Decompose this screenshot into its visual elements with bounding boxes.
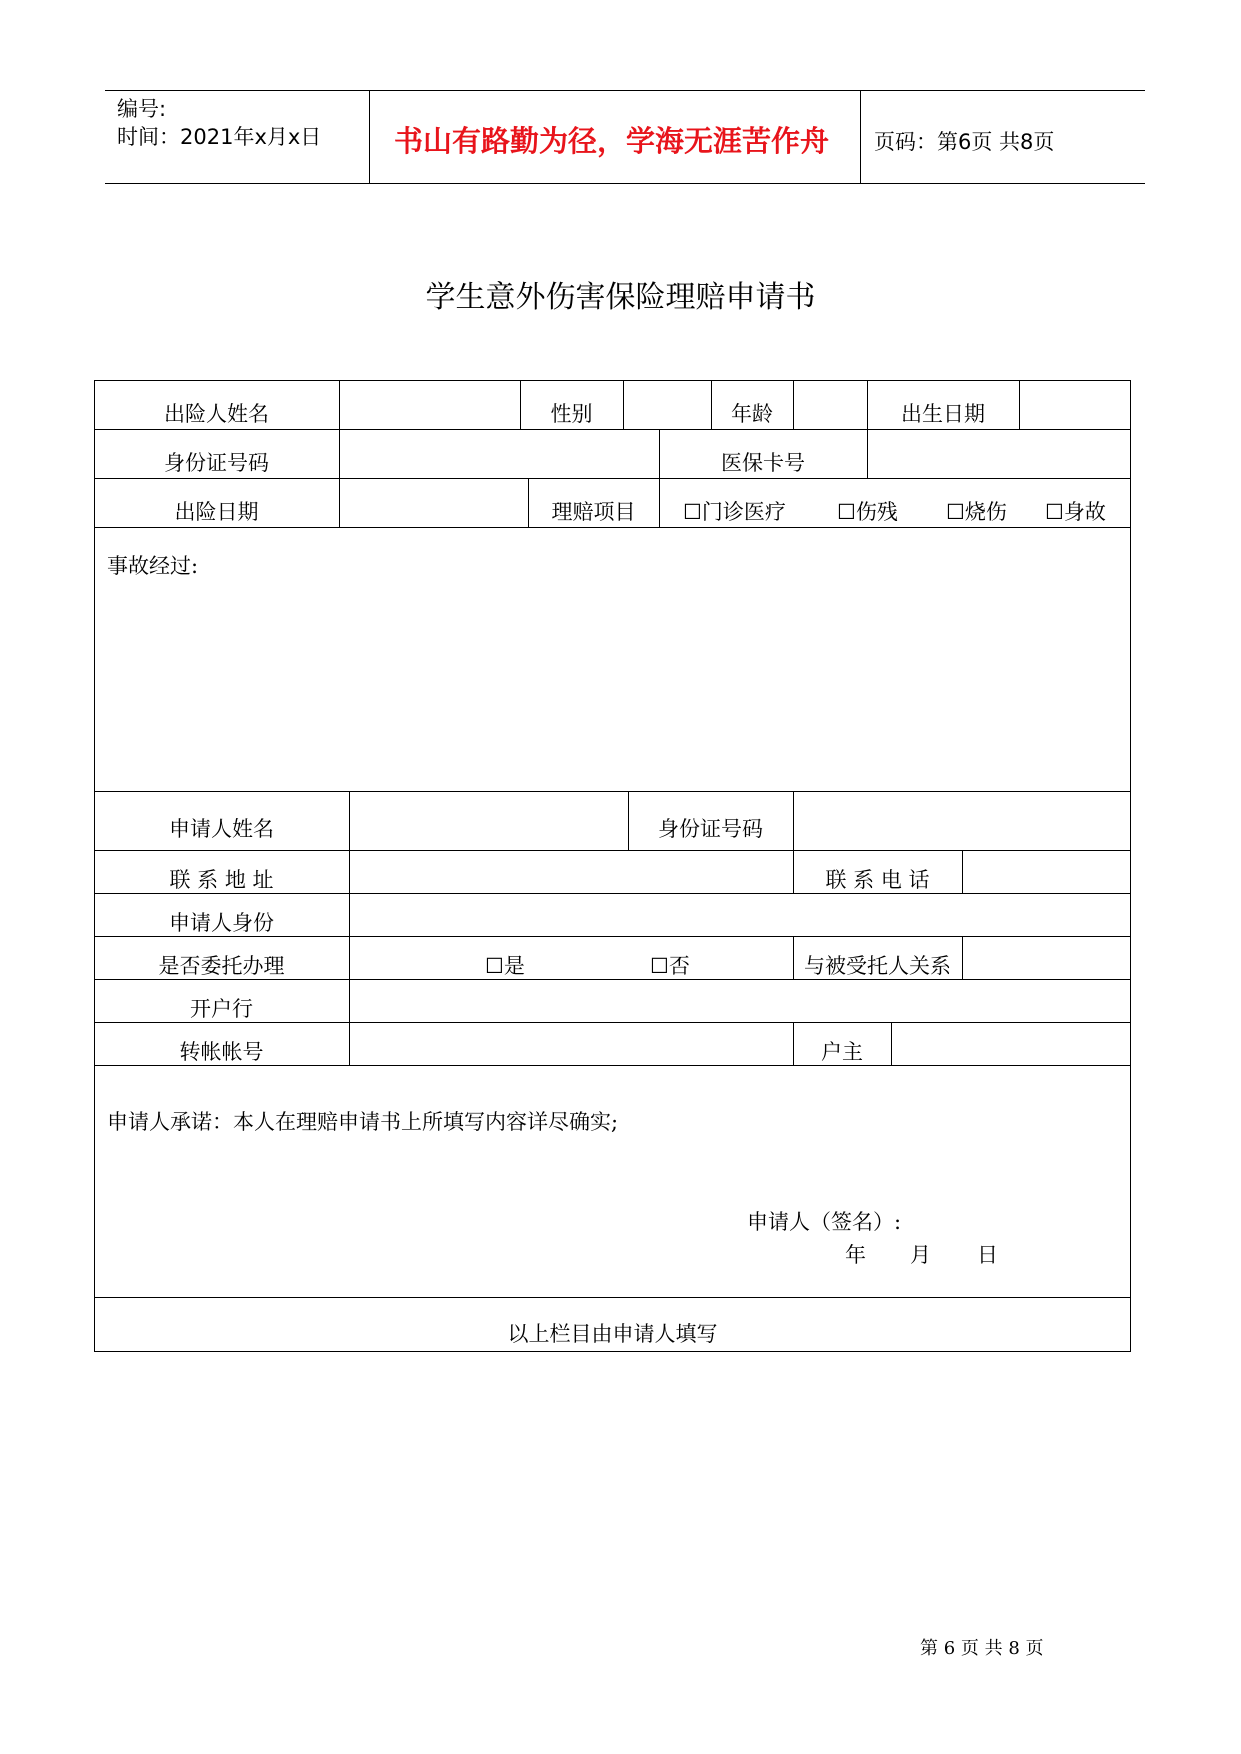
age-field[interactable] (794, 390, 867, 428)
entrusted-label: 是否委托办理 (158, 954, 285, 978)
row-rule (94, 791, 1131, 792)
date-day: 日 (977, 1243, 998, 1267)
medical-card-label: 医保卡号 (721, 451, 805, 475)
bank-field[interactable] (350, 983, 1130, 1019)
birth-date-label: 出生日期 (901, 402, 985, 426)
accident-desc-label: 事故经过: (107, 554, 199, 578)
entrusted-no-option[interactable]: ☐否 (650, 954, 690, 978)
applicant-identity-label: 申请人身份 (169, 911, 274, 935)
claim-option-death[interactable]: ☐身故 (1045, 500, 1106, 524)
accident-date-label: 出险日期 (174, 500, 259, 524)
applicant-name-field[interactable] (350, 800, 628, 844)
insured-name-field[interactable] (340, 390, 520, 428)
signature-field[interactable] (900, 1200, 1100, 1230)
claim-option-burn[interactable]: ☐烧伤 (946, 500, 1007, 524)
accident-desc-field[interactable] (96, 580, 1129, 788)
serial-label: 编号: (117, 97, 167, 121)
row-rule (94, 527, 1131, 528)
row-rule (94, 478, 1131, 479)
applicant-name-label: 申请人姓名 (169, 817, 274, 841)
bank-label: 开户行 (190, 997, 253, 1021)
phone-label: 联 系 电 话 (825, 868, 930, 892)
insured-name-label: 出险人姓名 (164, 402, 269, 426)
id-number-label: 身份证号码 (164, 451, 269, 475)
col-rule (659, 478, 660, 527)
filled-by-note: 以上栏目由申请人填写 (507, 1322, 718, 1346)
applicant-identity-field[interactable] (350, 897, 1130, 933)
row-rule (94, 429, 1131, 430)
signature-label: 申请人（签名）: (747, 1210, 902, 1234)
relation-field[interactable] (963, 940, 1130, 976)
date-year: 年 (845, 1243, 866, 1267)
time-label: 时间：2021年x月x日 (117, 125, 322, 149)
address-label: 联 系 地 址 (169, 868, 274, 892)
gender-label: 性别 (550, 402, 593, 426)
entrusted-yes-option[interactable]: ☐是 (485, 954, 525, 978)
account-holder-field[interactable] (892, 1026, 1130, 1062)
header-bottom-rule (105, 183, 1145, 184)
header-divider-left (369, 90, 370, 183)
account-label: 转帐帐号 (179, 1040, 264, 1064)
page-title: 学生意外伤害保险理赔申请书 (425, 280, 816, 315)
address-field[interactable] (350, 854, 793, 890)
row-rule (94, 1297, 1131, 1298)
page-footer: 第 6 页 共 8 页 (920, 1638, 1044, 1659)
phone-field[interactable] (963, 854, 1130, 890)
birth-date-field[interactable] (1020, 390, 1130, 428)
claim-option-outpatient[interactable]: ☐门诊医疗 (683, 500, 786, 524)
row-rule (94, 850, 1131, 851)
medical-card-field[interactable] (868, 435, 1130, 475)
id-number-field[interactable] (340, 435, 659, 475)
claim-item-label: 理赔项目 (551, 500, 636, 524)
gender-field[interactable] (624, 390, 711, 428)
header-motto: 书山有路勤为径，学海无涯苦作舟 (394, 124, 830, 158)
account-holder-label: 户主 (821, 1040, 863, 1064)
applicant-pledge: 申请人承诺：本人在理赔申请书上所填写内容详尽确实; (107, 1110, 619, 1134)
header-top-rule (105, 90, 1145, 91)
account-field[interactable] (350, 1026, 793, 1062)
relation-label: 与被受托人关系 (804, 954, 951, 978)
age-label: 年龄 (731, 402, 773, 426)
date-month: 月 (910, 1243, 931, 1267)
applicant-id-field[interactable] (794, 800, 1130, 844)
claim-option-disability[interactable]: ☐伤残 (837, 500, 898, 524)
header-divider-right (860, 90, 861, 183)
applicant-id-label: 身份证号码 (658, 817, 763, 841)
accident-date-field[interactable] (340, 484, 528, 524)
page-indicator: 页码：第6页 共8页 (874, 130, 1055, 154)
